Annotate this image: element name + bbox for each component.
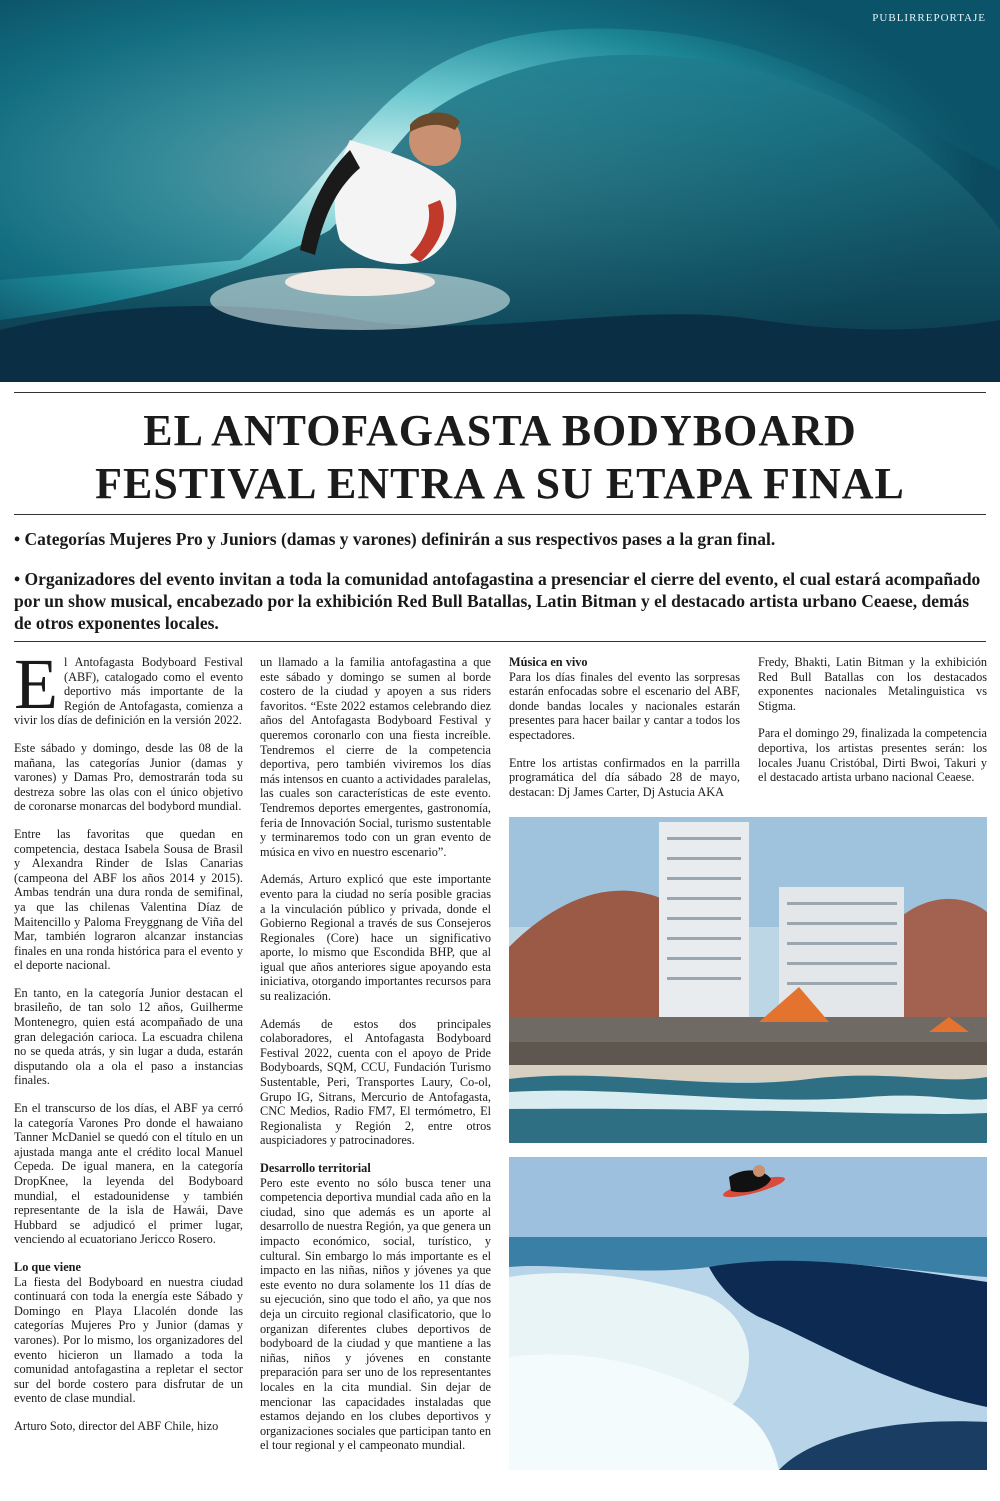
paragraph: Fredy, Bhakti, Latin Bitman y la exhibición Red Bull Batallas con los destacados exponentes nacionales Metalinguistica vs Stigma. xyxy=(758,655,987,713)
top-rule xyxy=(14,392,986,393)
aerial-illustration xyxy=(509,1157,987,1470)
headline-rule xyxy=(14,514,986,515)
article-column-2 xyxy=(260,655,491,1466)
lead-paragraph: El Antofagasta Bodyboard Festival (ABF), catalogado como el evento deportivo más importante de la Región de Antofagasta, comienza a vivir los días de definición en la versión 2022. xyxy=(14,644,243,728)
headline-line-2: FESTIVAL ENTRA A SU ETAPA FINAL xyxy=(95,459,905,508)
subheading-musica-en-vivo: Música en vivo xyxy=(509,655,588,669)
paragraph: Pero este evento no sólo busca tener una competencia deportiva mundial cada año en la ciudad, sino que además es un aporte al desarrollo de nuestra Región, ya que genera un impacto económico, social, turístico, y cultural. Sin embargo lo más importante es el impacto en las niñas, niños y jóvenes ya que este evento no dura solamente los 11 días de su ejecución, sino que todo el año, ya que nos deja un circuito regional clasificatorio, que lo organizan diferentes clubes deportivos de bodyboard de la ciudad y que mantiene a las niñas, niños y jóvenes en constante preparación para ser uno de los representantes locales en la cita mundial. Sin dejar de mencionar las capacidades instaladas que estamos dejando en los clubes deportivos y organizaciones sociales que participan tanto en el tour regional y el campeonato mundial. xyxy=(260,1175,491,1453)
subheading-desarrollo-territorial: Desarrollo territorial xyxy=(260,1161,371,1175)
paragraph: Para el domingo 29, finalizada la competencia deportiva, los artistas presentes serán: los locales Juanu Cristóbal, Dirti Bwoi, Takuri y el destacado artista urbano nacional Ceaese. xyxy=(758,726,987,785)
article-column-3 xyxy=(509,655,740,812)
wave-illustration xyxy=(0,0,1000,382)
bullets-rule xyxy=(14,641,986,642)
hero-photo-bodyboarder-in-wave xyxy=(0,0,1000,382)
beach-illustration xyxy=(509,817,987,1143)
paragraph: Este sábado y domingo, desde las 08 de la mañana, las categorías Junior (damas y varones) y Damas Pro, demostrarán toda su destreza sobre las olas con el único objetivo de coronarse monarcas del bodybord mundial. xyxy=(14,740,243,814)
paragraph: Para los días finales del evento las sorpresas estarán enfocadas sobre el escenario del ABF, donde bandas locales y nacionales estarán presentes para hacer bailar y cantar a todos los espectadores. xyxy=(509,669,740,742)
article-column-4 xyxy=(758,655,987,798)
photo-beach-event-towers xyxy=(509,817,987,1143)
summary-bullet-2: • Organizadores del evento invitan a toda la comunidad antofagastina a presenciar el cierre del evento, el cual estará acompañado por un show musical, encabezado por la exhibición Red Bull Batallas, Latin Bitman y el destacado artista urbano Ceaese, demás de otros exponentes locales. xyxy=(14,569,981,633)
paragraph: En el transcurso de los días, el ABF ya cerró la categoría Varones Pro donde el hawaiano Tanner McDaniel se quedó con el título en un ajustada manga ante el crédito local Manuel Cepeda. De igual manera, en la categoría DropKnee, la leyenda del Bodyboard mundial, el estadounidense y también representante de la isla de Hawái, Dave Hubbard se adjudicó el primer lugar, venciendo al ecuatoriano Jericco Rosero. xyxy=(14,1101,243,1247)
paragraph: Arturo Soto, director del ABF Chile, hizo xyxy=(14,1418,219,1433)
paragraph: Entre los artistas confirmados en la parrilla programática del día sábado 28 de mayo, destacan: Dj James Carter, Dj Astucia AKA xyxy=(509,755,740,799)
paragraph: En tanto, en la categoría Junior destacan el brasileño, de tan solo 12 años, Guilherme Montenegro, quien está acompañado de una gran delegación carioca. La escuadra chilena no se queda atrás, y sin lugar a duda, estarán disputando ola a ola el paso a instancias finales. xyxy=(14,985,243,1088)
article-column-1 xyxy=(14,644,243,1447)
headline-line-1: EL ANTOFAGASTA BODYBOARD xyxy=(143,406,857,455)
paragraph: Entre las favoritas que quedan en competencia, destaca Isabela Sousa de Brasil y Alexandra Rinder de Islas Canarias (campeona del ABF los años 2014 y 2015). Ambas tendrán una dura ronda de semifinal, ya que las chilenas Valentina Díaz de Maitencillo y Paloma Freyggnang de Viña del Mar, también lograron alcanzar instancias finales en una ronda histórica para el evento y el deporte nacional. xyxy=(14,826,243,973)
photo-bodyboarder-aerial xyxy=(509,1157,987,1470)
paragraph: Además de estos dos principales colaboradores, el Antofagasta Bodyboard Festival 2022, cuenta con el apoyo de Pride Bodyboards, SQM, CCU, Fundación Turismo Sustentable, Peri, Transportes Laury, Co-ol, Grupo IG, Sitrans, Mercurio de Antofagasta, CNC Medios, Radio FM7, El termómetro, El Regionalista y Región 2, entre otros auspiciadores y patrocinadores. xyxy=(260,1016,491,1148)
paragraph: La fiesta del Bodyboard en nuestra ciudad continuará con toda la energía este Sábado y Domingo en Playa Llacolén donde las categorías Mujeres Pro y Junior (damas y varones). Por lo mismo, los organizadores del evento hicieron un llamado a toda la comunidad antofagastina a repletar el sector sur del borde costero para disfrutar de un evento de clase mundial. xyxy=(14,1274,243,1406)
section-kicker: PUBLIRREPORTAJE xyxy=(872,12,986,24)
paragraph: un llamado a la familia antofagastina a que este sábado y domingo se sumen al borde costero de la ciudad y apoyen a sus riders favoritos. “Este 2022 estamos celebrando diez años del Antofagasta Bodyboard Festival y queremos coronarlo con una fiesta increíble. Tendremos el cierre de la competencia deportiva, pero también viviremos los días más intensos en cuanto a actividades paralelas, las cuales son características de este evento. Tendremos deportes emergentes, gastronomía, feria de Innovación Social, turismo sustentable y terminaremos todo con un gran evento de música en vivo en nuestro escenario”. xyxy=(260,655,491,859)
paragraph: Además, Arturo explicó que este importante evento para la ciudad no sería posible gracias a la vinculación público y privada, donde el Gobierno Regional a través de sus Consejeros Regionales (Core) hace un significativo aporte, lo mismo que Escondida BHP, que al igual que años anteriores sigue apoyando esta iniciativa, otorgando importantes recursos para su realización. xyxy=(260,872,491,1004)
drop-cap: E xyxy=(14,644,58,724)
subheading-lo-que-viene: Lo que viene xyxy=(14,1259,81,1274)
summary-bullet-1: • Categorías Mujeres Pro y Juniors (damas y varones) definirán a sus respectivos pases a la gran final. xyxy=(14,529,776,549)
